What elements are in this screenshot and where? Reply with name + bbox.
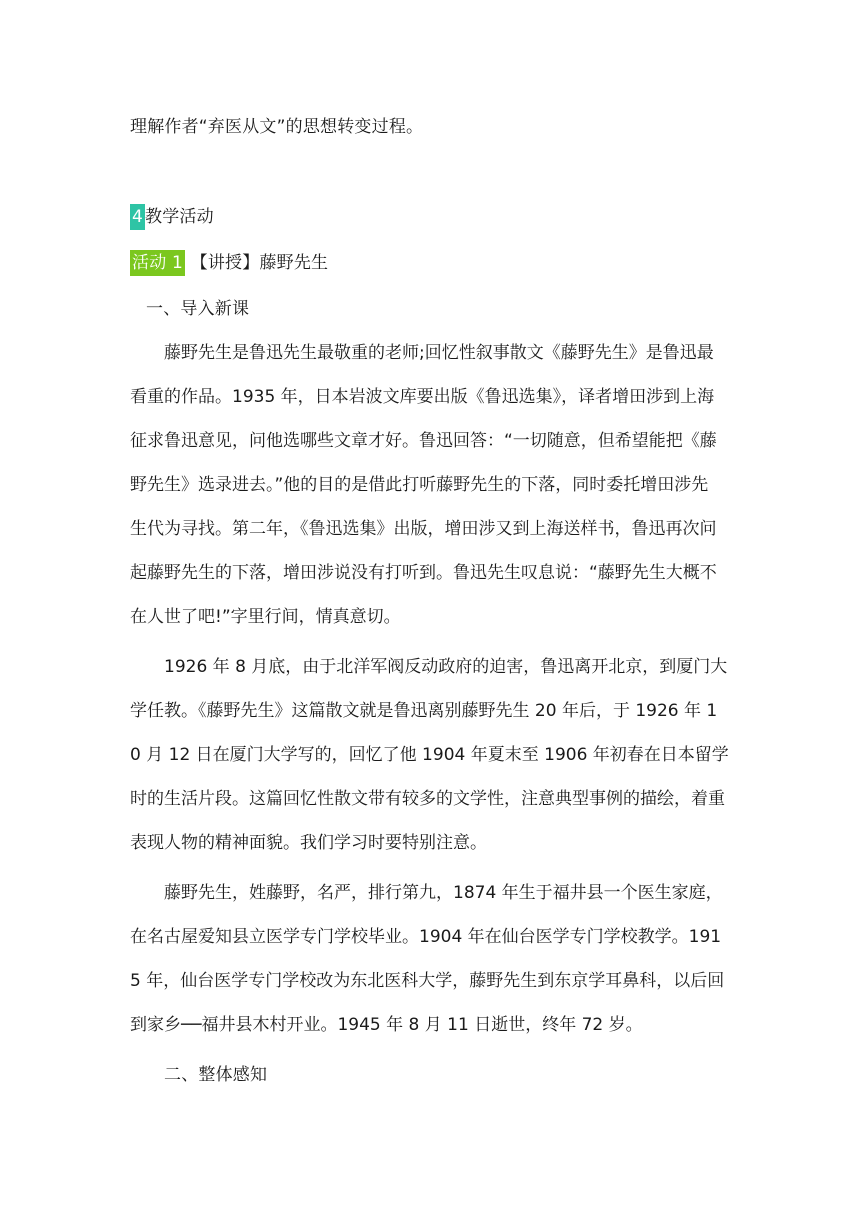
paragraph-line: 0 月 12 日在厦门大学写的，回忆了他 1904 年夏末至 1906 年初春在日本留学	[130, 745, 729, 765]
section-heading	[130, 204, 740, 230]
activity-title: 【讲授】藤野先生	[190, 253, 329, 273]
paragraph-line: 藤野先生是鲁迅先生最敬重的老师;回忆性叙事散文《藤野先生》是鲁迅最	[164, 343, 714, 363]
paragraph-line: 征求鲁迅意见，问他选哪些文章才好。鲁迅回答：“一切随意，但希望能把《藤	[130, 431, 717, 451]
paragraph-line: 1926 年 8 月底，由于北洋军阀反动政府的迫害，鲁迅离开北京，到厦门大	[164, 657, 728, 677]
paragraph-line: 藤野先生，姓藤野，名严，排行第九，1874 年生于福井县一个医生家庭，	[164, 883, 723, 903]
paragraph-line: 在人世了吧!”字里行间，情真意切。	[130, 607, 401, 627]
paragraph-line: 时的生活片段。这篇回忆性散文带有较多的文学性，注意典型事例的描绘，着重	[130, 789, 725, 809]
paragraph-line: 起藤野先生的下落，增田涉说没有打听到。鲁迅先生叹息说：“藤野先生大概不	[130, 563, 717, 583]
section-title: 教学活动	[145, 207, 214, 227]
activity-badge: 活动 1	[130, 250, 185, 276]
section-number-badge: 4	[130, 204, 145, 230]
paragraph-line: 生代为寻找。第二年，《鲁迅选集》出版，增田涉又到上海送样书，鲁迅再次问	[130, 519, 717, 539]
heading-overall: 二、整体感知	[164, 1065, 268, 1085]
paragraph-line: 学任教。《藤野先生》这篇散文就是鲁迅离别藤野先生 20 年后，于 1926 年 1	[130, 701, 718, 721]
intro-line: 理解作者“弃医从文”的思想转变过程。	[130, 117, 424, 137]
paragraph-line: 野先生》选录进去。”他的目的是借此打听藤野先生的下落，同时委托增田涉先	[130, 475, 709, 495]
paragraph-line: 到家乡──福井县木村开业。1945 年 8 月 11 日逝世，终年 72 岁。	[130, 1015, 643, 1035]
activity-heading	[130, 250, 740, 276]
paragraph-line: 在名古屋爱知县立医学专门学校毕业。1904 年在仙台医学专门学校教学。191	[130, 927, 722, 947]
paragraph-line: 表现人物的精神面貌。我们学习时要特别注意。	[130, 833, 487, 853]
paragraph-line: 看重的作品。1935 年，日本岩波文库要出版《鲁迅选集》，译者增田涉到上海	[130, 387, 715, 407]
paragraph-line: 5 年，仙台医学专门学校改为东北医科大学，藤野先生到东京学耳鼻科，以后回	[130, 971, 725, 991]
heading-intro: 一、导入新课	[146, 299, 250, 319]
